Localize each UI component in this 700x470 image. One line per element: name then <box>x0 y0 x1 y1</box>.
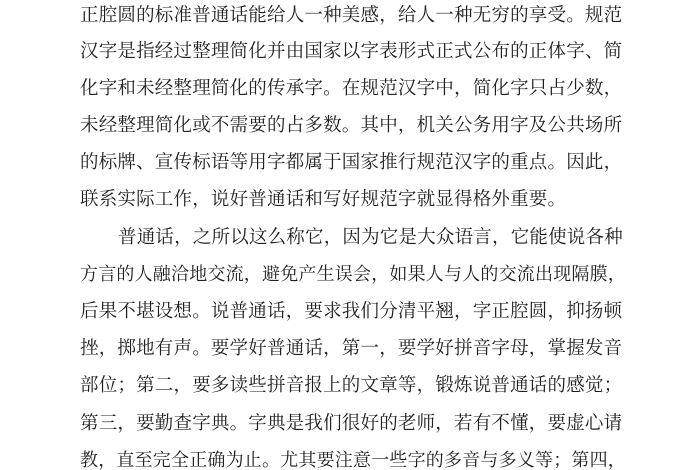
text-line: 第三，要勤查字典。字典是我们很好的老师，若有不懂，要虚心请 <box>80 413 623 434</box>
text-line: 的标牌、宣传标语等用字都属于国家推行规范汉字的重点。因此， <box>80 152 623 173</box>
text-line: 汉字是指经过整理简化并由国家以字表形式正式公布的正体字、简 <box>80 41 623 62</box>
text-line: 方言的人融洽地交流，避免产生误会，如果人与人的交流出现隔膜， <box>80 264 626 285</box>
text-line: 未经整理简化或不需要的占多数。其中，机关公务用字及公共场所 <box>80 115 623 136</box>
text-line: 挫，掷地有声。要学好普通话，第一，要学好拼音字母，掌握发音 <box>80 338 623 359</box>
text-line: 后果不堪设想。说普通话，要求我们分清平翘，字正腔圆，抑扬顿 <box>80 301 623 322</box>
paragraph-first-line: 普通话，之所以这么称它，因为它是大众语言，它能使说各种 <box>118 227 623 248</box>
text-line: 部位；第二，要多读些拼音报上的文章等，锻炼说普通话的感觉； <box>80 375 623 396</box>
text-line: 联系实际工作，说好普通话和写好规范字就显得格外重要。 <box>80 189 567 210</box>
text-line: 正腔圆的标准普通话能给人一种美感，给人一种无穷的享受。规范 <box>80 5 623 26</box>
text-line: 教，直至完全正确为止。尤其要注意一些字的多音与多义等；第四， <box>80 450 626 470</box>
text-line: 化字和未经整理简化的传承字。在规范汉字中，简化字只占少数， <box>80 78 623 99</box>
